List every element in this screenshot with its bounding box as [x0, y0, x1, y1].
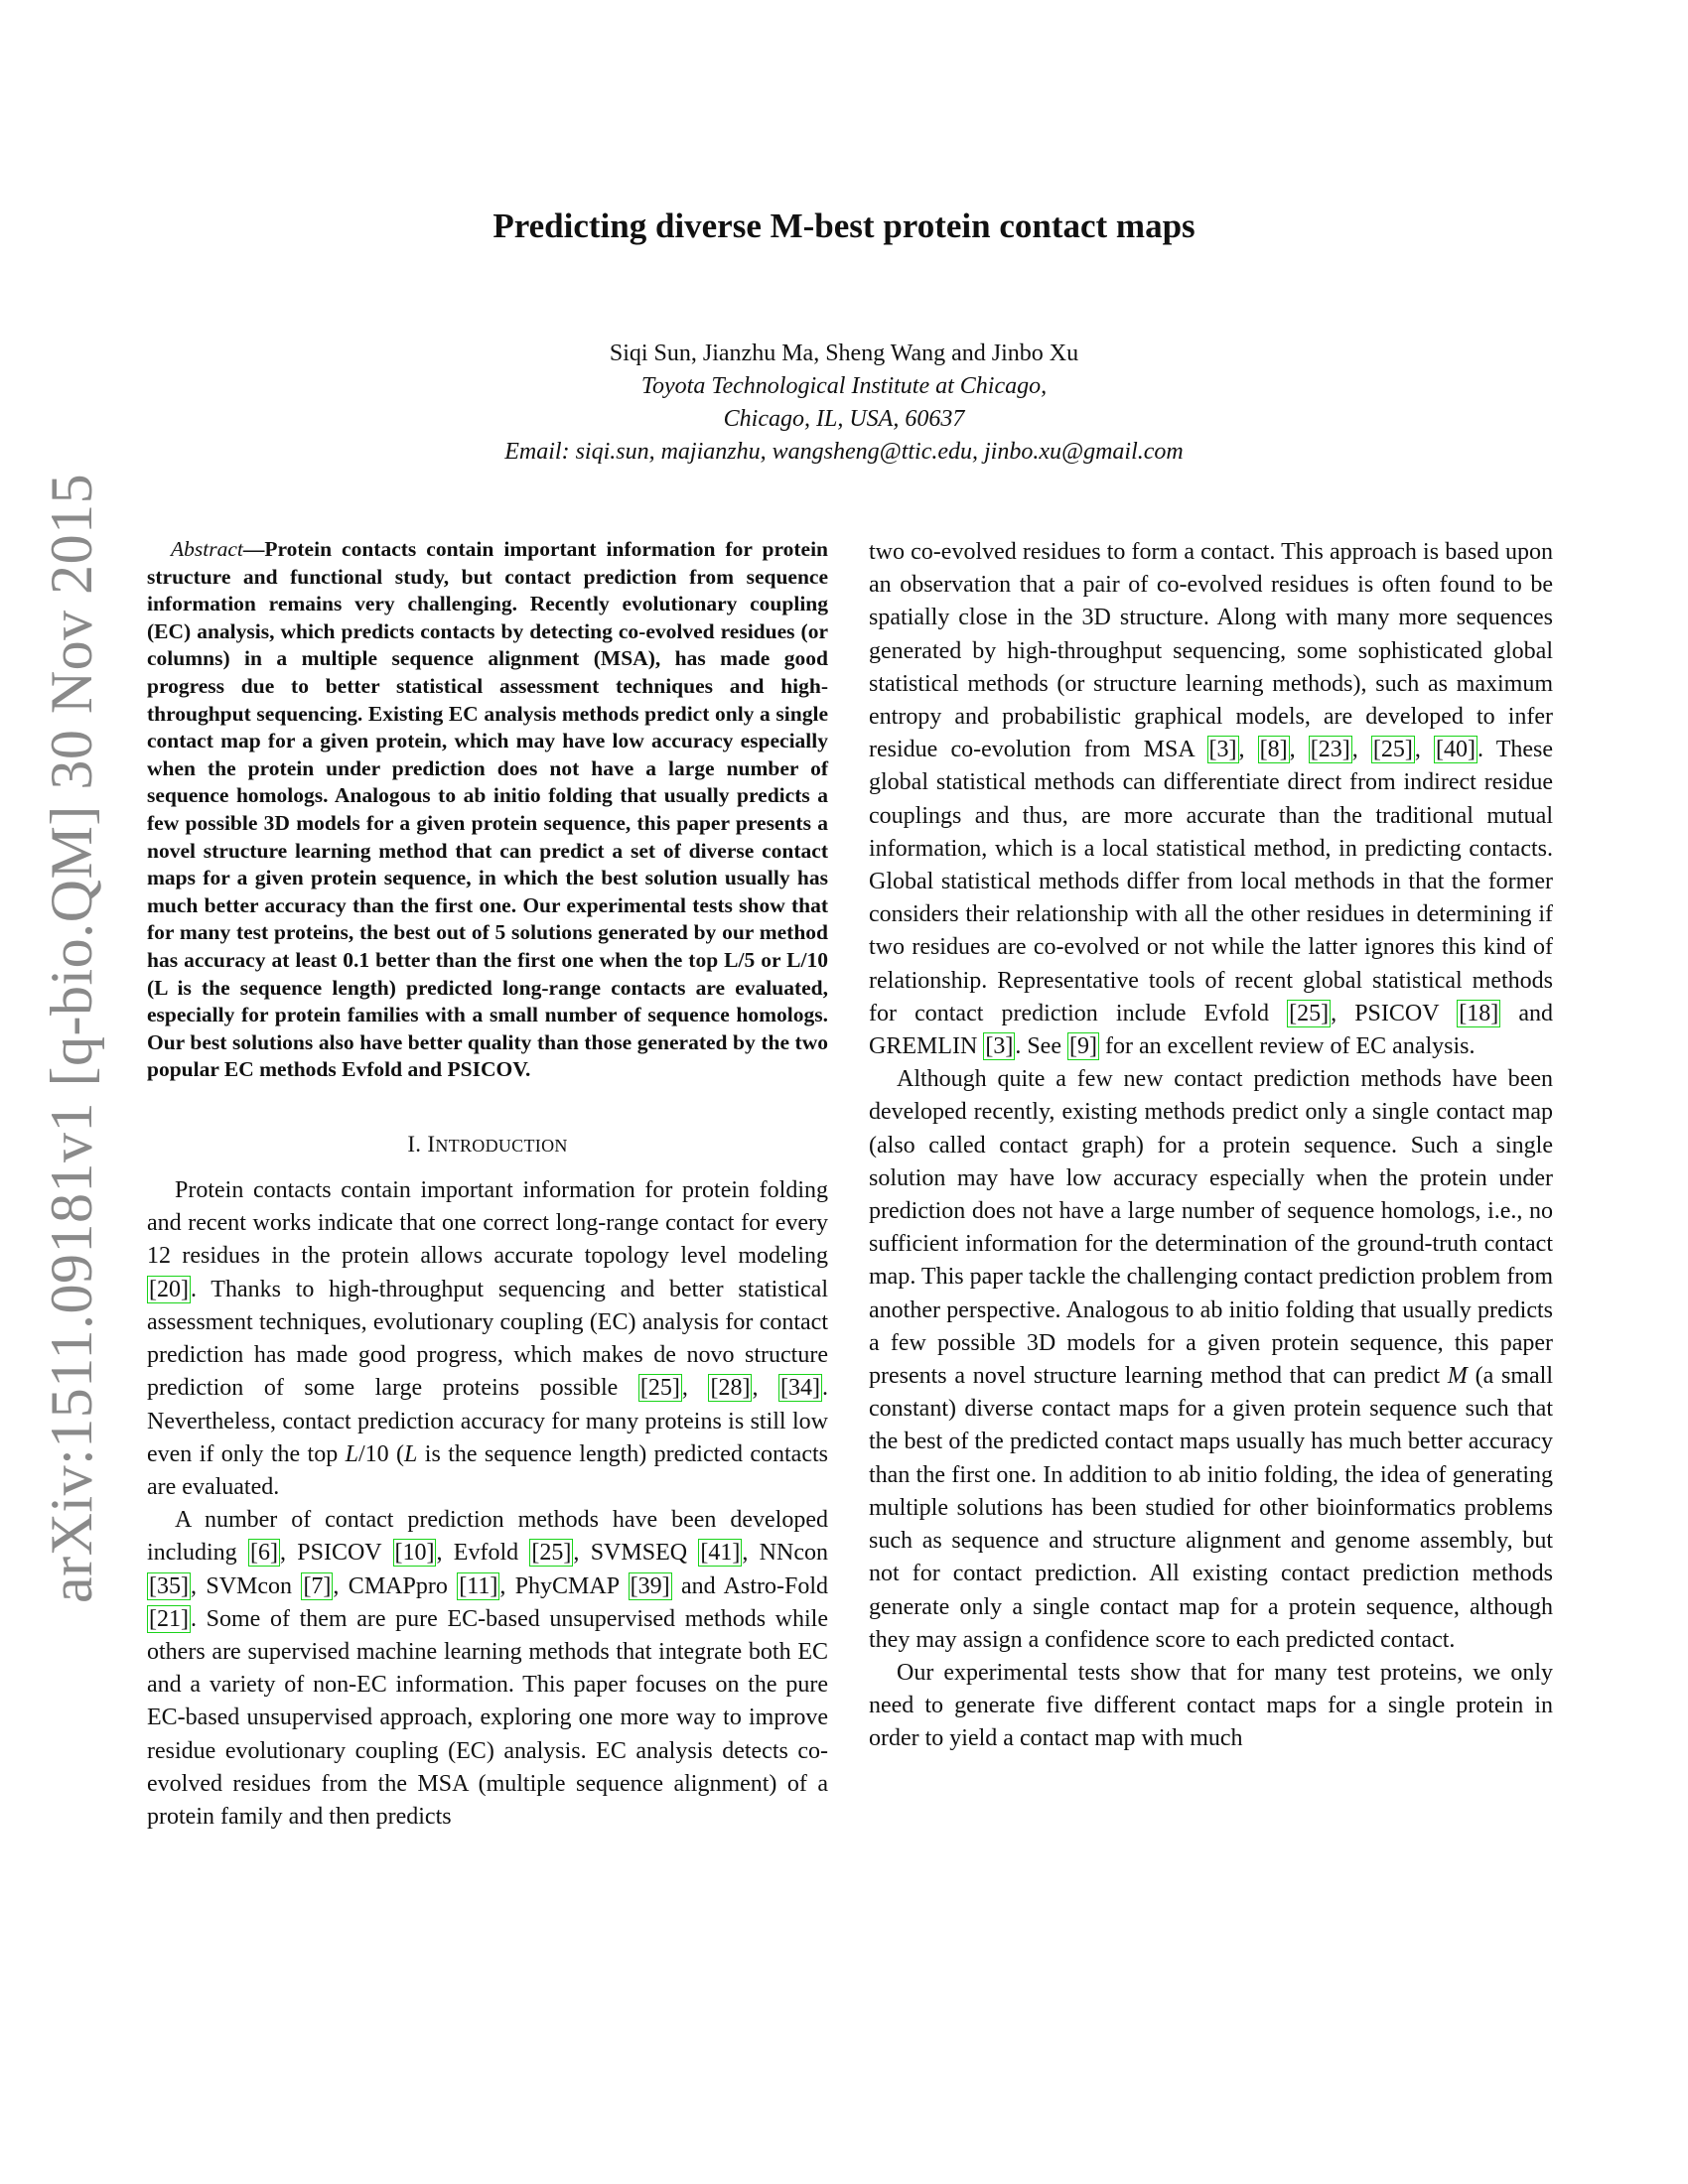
citation-link[interactable]: [25] [531, 1540, 572, 1567]
left-column [147, 536, 828, 1834]
arxiv-identifier-stamp: arXiv:1511.09181v1 [q-bio.QM] 30 Nov 2015 [39, 473, 104, 1603]
citation-link[interactable]: [41] [700, 1540, 741, 1567]
author-email: Email: siqi.sun, majianzhu, wangsheng@ttic.edu, jinbo.xu@gmail.com [504, 439, 1184, 465]
math-variable: L [404, 1440, 418, 1467]
author-names: Siqi Sun, Jianzhu Ma, Sheng Wang and Jinbo Xu [609, 341, 1079, 366]
citation-link[interactable]: [23] [1310, 737, 1350, 763]
citation-link[interactable]: [3] [1208, 737, 1237, 763]
author-block [0, 338, 1688, 469]
abstract [147, 536, 828, 1084]
citation-link[interactable]: [21] [149, 1605, 189, 1632]
section-title-rest: NTRODUCTION [435, 1135, 568, 1156]
citation-link[interactable]: [39] [630, 1572, 670, 1599]
math-variable: L [345, 1440, 358, 1467]
citation-link[interactable]: [34] [780, 1375, 821, 1402]
abstract-text: —Protein contacts contain important information for protein structure and functional study, but contact prediction from sequence information remains very challenging. Recently evolutionary coupling (EC) analysis, which predicts contacts by detecting co-evolved residues (or columns) in a multiple sequence alignment (MSA), has made good progress due to better statistical assessment techniques and high-throughput sequencing. Existing EC analysis methods predict only a single contact map for a given protein, which may have low accuracy especially when the protein under prediction does not have a large number of sequence homologs. Analogous to ab initio folding that usually predicts a few possible 3D models for a given protein sequence, this paper presents a novel structure learning method that can predict a set of diverse contact maps for a given protein sequence, in which the best solution usually has much better accuracy than the first one. Our experimental tests show that for many test proteins, the best out of 5 solutions generated by our method has accuracy at least 0.1 better than the first one when the top L/5 or L/10 (L is the sequence length) predicted long-range contacts are evaluated, especially for protein families with a small number of sequence homologs. Our best solutions also have better quality than those generated by the two popular EC methods Evfold and PSICOV. [147, 537, 828, 1082]
math-variable: M [1447, 1363, 1468, 1390]
intro-paragraph-2: A number of contact prediction methods have been developed including [6], PSICOV [10], Evfold [25], SVMSEQ [41], NNcon [35], SVMcon [7], CMAPpro [11], PhyCMAP [39] and Astro-Fold [21]. Some of them are pure EC-based unsupervised methods while others are supervised machine learning methods that integrate both EC and a variety of non-EC information. This paper focuses on the pure EC-based unsupervised approach, exploring one more way to improve residue evolutionary coupling (EC) analysis. EC analysis detects co-evolved residues from the MSA (multiple sequence alignment) of a protein family and then predicts [147, 1507, 829, 1830]
right-paragraph-2: Although quite a few new contact prediction methods have been developed recently, existing methods predict only a single contact map (also called contact graph) for a protein sequence. Such a single solution may have low accuracy especially when the protein under prediction does not have a large number of sequence homologs, i.e., no sufficient information for the determination of the ground-truth contact map. This paper tackle the challenging contact prediction problem from another perspective. Analogous to ab initio folding that usually predicts a few possible 3D models for a given protein sequence, this paper presents a novel structure learning method that can predict M (a small constant) diverse contact maps for a given protein sequence such that the best of the predicted contact maps usually has much better accuracy than the first one. In addition to ab initio folding, the idea of generating multiple solutions has been studied for other bioinformatics problems such as sequence and structure alignment and genome assembly, but not for contact prediction. All existing contact prediction methods generate only a single contact map for a protein sequence, although they may assign a confidence score to each predicted contact. [869, 1066, 1553, 1653]
citation-link[interactable]: [9] [1068, 1033, 1097, 1060]
citation-link[interactable]: [28] [710, 1375, 751, 1402]
citation-link[interactable]: [18] [1459, 1000, 1499, 1026]
citation-link[interactable]: [6] [249, 1540, 278, 1567]
citation-link[interactable]: [35] [149, 1572, 189, 1599]
citation-link[interactable]: [25] [639, 1375, 680, 1402]
citation-link[interactable]: [25] [1372, 737, 1413, 763]
abstract-label: Abstract [171, 537, 243, 561]
citation-link[interactable]: [7] [303, 1572, 332, 1599]
right-paragraph-1: two co-evolved residues to form a contact. This approach is based upon an observation that a pair of co-evolved residues is often found to be spatially close in the 3D structure. Along with many more sequences generated by high-throughput sequencing, some sophisticated global statistical methods (or structure learning methods), such as maximum entropy and probabilistic graphical models, are developed to infer residue co-evolution from MSA [3], [8], [23], [25], [40]. These global statistical methods can differentiate direct from indirect residue couplings and thus, are more accurate than the traditional mutual information, which is a local statistical method, in predicting contacts. Global statistical methods differ from local methods in that the former considers their relationship with all the other residues in determining if two residues are co-evolved or not while the latter ignores this kind of relationship. Representative tools of recent global statistical methods for contact prediction include Evfold [25], PSICOV [18] and GREMLIN [3]. See [9] for an excellent review of EC analysis. [869, 539, 1554, 1060]
citation-link[interactable]: [3] [985, 1033, 1014, 1060]
citation-link[interactable]: [11] [459, 1572, 498, 1599]
affiliation-line-1: Toyota Technological Institute at Chicago, [640, 373, 1048, 399]
citation-link[interactable]: [20] [149, 1276, 189, 1302]
citation-link[interactable]: [25] [1289, 1000, 1330, 1026]
affiliation-line-2: Chicago, IL, USA, 60637 [723, 406, 965, 432]
section-title-initial: I [427, 1131, 436, 1157]
citation-link[interactable]: [40] [1436, 737, 1476, 763]
paper-title: Predicting diverse M-best protein contact maps [492, 206, 1196, 245]
right-paragraph-3: Our experimental tests show that for many test proteins, we only need to generate five different contact maps for a single protein in order to yield a contact map with much [869, 1659, 1553, 1752]
intro-paragraph-1: Protein contacts contain important information for protein folding and recent works indicate that one correct long-range contact for every 12 residues in the protein allows accurate topology level modeling [20]. Thanks to high-throughput sequencing and better statistical assessment techniques, evolutionary coupling (EC) analysis for contact prediction has made good progress, which makes de novo structure prediction of some large proteins possible [25], [28], [34]. Nevertheless, contact prediction accuracy for many proteins is still low even if only the top L/10 (L is the sequence length) predicted contacts are evaluated. [147, 1177, 829, 1500]
section-heading-introduction [147, 1128, 828, 1162]
right-column [869, 536, 1553, 1756]
citation-link[interactable]: [8] [1259, 737, 1288, 763]
section-number: I. [407, 1131, 422, 1157]
citation-link[interactable]: [10] [394, 1540, 435, 1567]
